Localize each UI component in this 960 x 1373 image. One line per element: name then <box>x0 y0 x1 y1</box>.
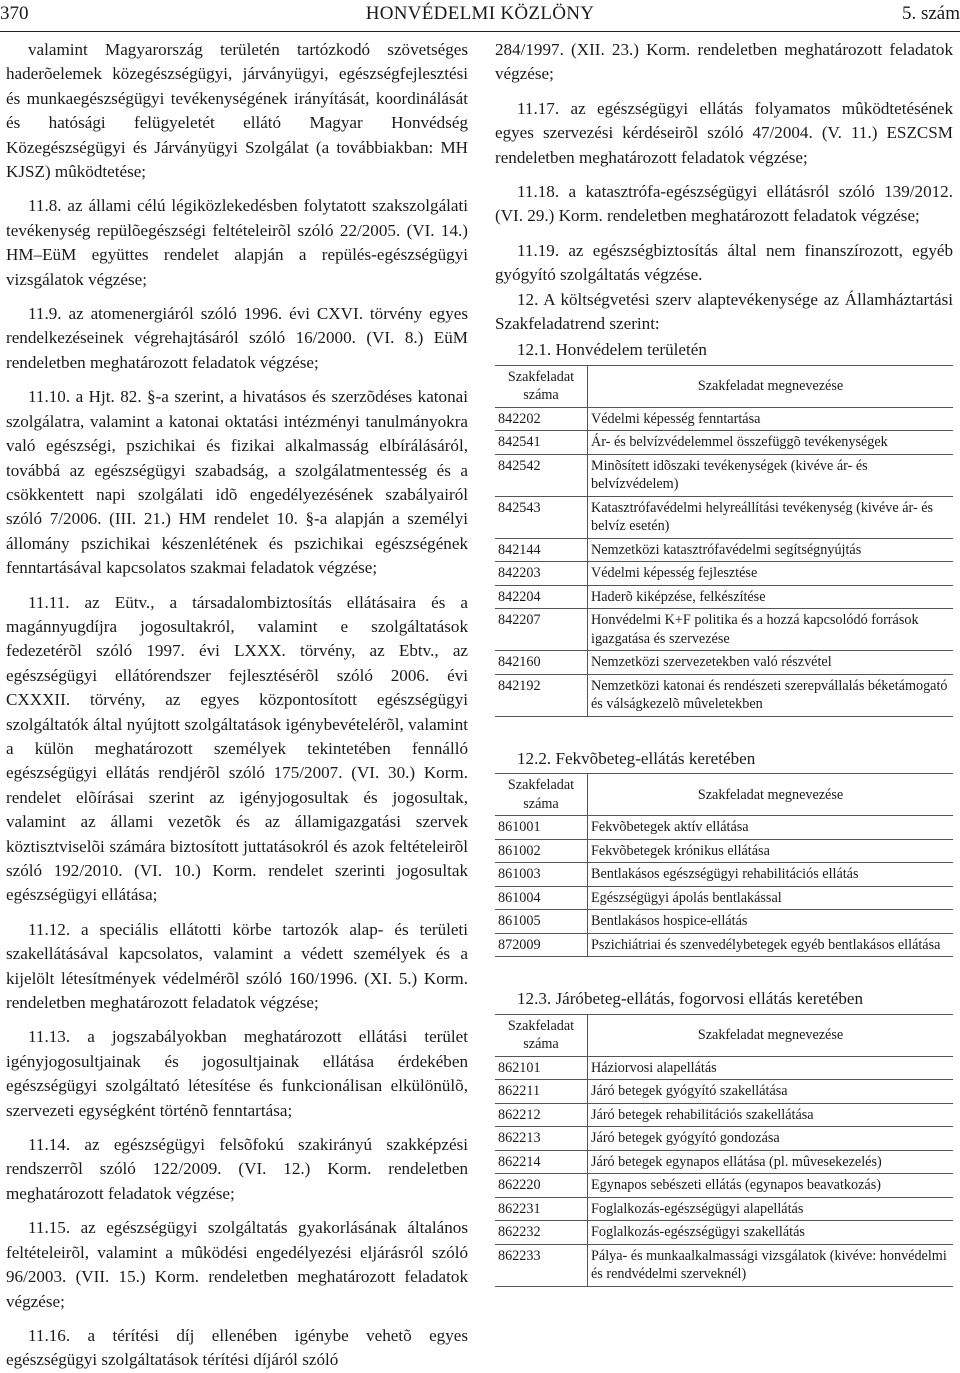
table-row <box>495 585 953 609</box>
activity-name: Védelmi képesség fenntartása <box>588 407 954 431</box>
activity-name: Járó betegek gyógyító szakellátása <box>588 1080 954 1104</box>
activity-table <box>495 1014 953 1287</box>
table-row <box>495 538 953 562</box>
activity-code: 862213 <box>495 1127 588 1151</box>
activity-table <box>495 773 953 957</box>
column-header-name: Szakfeladat megnevezése <box>588 1014 954 1056</box>
paragraph: 11.11. az Eütv., a társadalombiztosítás ellátásaira és a magánnyugdíjra jogosultakról, valamint e szolgáltatások fedezetérõl szóló 1997. évi LXXX. törvény, az Ebtv., az egészségügyi ellátórendszer fejlesztésérõl szóló 2006. évi CXXXII. törvény, az egyes központosított egészségügyi szolgáltatók által nyújtott szolgáltatások igénybevételérõl, valamint a külön meghatározott személyek tekintetében fennálló egészségügyi ellátás rendjérõl szóló 175/2007. (VI. 30.) Korm. rendelet elõírásai szerint az igényjogosultak és jogosultak, valamint az állami vezetõk és az államigazgatási szervek köztisztviselõi számára biztosított juttatásokról és azok feltételeirõl szóló 192/2010. (VI. 10.) Korm. rendelet szerinti jogosultak egészségügyi ellátása; <box>6 592 468 905</box>
activity-name: Járó betegek gyógyító gondozása <box>588 1127 954 1151</box>
activity-code: 862214 <box>495 1150 588 1174</box>
activity-name: Járó betegek rehabilitációs szakellátása <box>588 1103 954 1127</box>
table-row <box>495 454 953 496</box>
activity-table <box>495 365 953 717</box>
paragraph: 11.9. az atomenergiáról szóló 1996. évi CXVI. törvény egyes rendelkezéseinek végrehajtásáról szóló 16/2000. (VI. 8.) EüM rendeletben meghatározott feladatok végzése; <box>6 304 468 372</box>
activity-code: 861005 <box>495 910 588 934</box>
activity-name: Nemzetközi szervezetekben való részvétel <box>588 651 954 675</box>
subsection-title: 12.1. Honvédelem területén <box>517 340 707 360</box>
table-row <box>495 1244 953 1286</box>
table-row <box>495 863 953 887</box>
table-row <box>495 839 953 863</box>
activity-code: 842207 <box>495 609 588 651</box>
activity-code: 861002 <box>495 839 588 863</box>
table-row <box>495 1080 953 1104</box>
activity-name: Háziorvosi alapellátás <box>588 1056 954 1080</box>
activity-name: Nemzetközi katasztrófavédelmi segítségnyújtás <box>588 538 954 562</box>
table-row <box>495 609 953 651</box>
table-row <box>495 1103 953 1127</box>
activity-name: Fekvõbetegek aktív ellátása <box>588 816 954 840</box>
activity-code: 862232 <box>495 1221 588 1245</box>
activity-code: 842542 <box>495 454 588 496</box>
section-heading: 12. A költségvetési szerv alaptevékenysége az Államháztartási Szakfeladatrend szerint: <box>495 289 953 334</box>
activity-code: 862233 <box>495 1244 588 1286</box>
activity-code: 842541 <box>495 431 588 455</box>
paragraph: 11.19. az egészségbiztosítás által nem finanszírozott, egyéb gyógyító szolgáltatás végzése. <box>495 240 953 285</box>
column-header-code: Szakfeladat száma <box>495 1014 588 1056</box>
activity-name: Bentlakásos egészségügyi rehabilitációs ellátás <box>588 863 954 887</box>
activity-code: 872009 <box>495 933 588 957</box>
activity-name: Honvédelmi K+F politika és a hozzá kapcsolódó források igazgatása és szervezése <box>588 609 954 651</box>
subsection-title: 12.3. Járóbeteg-ellátás, fogorvosi ellátás keretében <box>517 989 864 1009</box>
subsection-title: 12.2. Fekvõbeteg-ellátás keretében <box>517 748 756 768</box>
column-header-code: Szakfeladat száma <box>495 774 588 816</box>
activity-name: Egészségügyi ápolás bentlakással <box>588 886 954 910</box>
table-row <box>495 431 953 455</box>
activity-code: 842203 <box>495 562 588 586</box>
column-header-code: Szakfeladat száma <box>495 365 588 407</box>
paragraph: 11.8. az állami célú légiközlekedésben folytatott szakszolgálati tevékenység repülõegészségi feltételeirõl szóló 22/2005. (VI. 14.) HM–EüM együttes rendelet alapján a repülés-egészségügyi vizsgálatok végzése; <box>6 196 468 289</box>
activity-code: 861004 <box>495 886 588 910</box>
activity-code: 862101 <box>495 1056 588 1080</box>
activity-name: Bentlakásos hospice-ellátás <box>588 910 954 934</box>
table-row <box>495 816 953 840</box>
activity-code: 862231 <box>495 1197 588 1221</box>
table-row <box>495 1174 953 1198</box>
column-header-name: Szakfeladat megnevezése <box>588 774 954 816</box>
table-row <box>495 674 953 716</box>
journal-title: HONVÉDELMI KÖZLÖNY <box>365 3 595 24</box>
paragraph: 11.10. a Hjt. 82. §-a szerint, a hivatásos és szerzõdéses katonai szolgálatra, valamint a katonai oktatási intézményi tanulmányokra való egészségi, pszichikai és fizikai alkalmasság elbírálásáról, továbbá az egészségügyi szabadság, a szolgálatmentesség és a csökkentett napi szolgálati idõ engedélyezésének szabályairól szóló 7/2006. (III. 21.) HM rendelet 10. §-a alapján a személyi állomány pszichikai készenlétének és pszichikai egészségének fenntartásával kapcsolatos szakmai feladatok végzése; <box>6 387 468 578</box>
activity-code: 861001 <box>495 816 588 840</box>
column-header-name: Szakfeladat megnevezése <box>588 365 954 407</box>
right-column <box>495 38 953 1287</box>
activity-name: Katasztrófavédelmi helyreállítási tevékenység (kivéve ár- és belvíz esetén) <box>588 496 954 538</box>
activity-name: Járó betegek egynapos ellátása (pl. mûvesekezelés) <box>588 1150 954 1174</box>
table-row <box>495 910 953 934</box>
activity-code: 842202 <box>495 407 588 431</box>
activity-name: Egynapos sebészeti ellátás (egynapos beavatkozás) <box>588 1174 954 1198</box>
activity-code: 842204 <box>495 585 588 609</box>
activity-name: Pszichiátriai és szenvedélybetegek egyéb bentlakásos ellátása <box>588 933 954 957</box>
activity-name: Nemzetközi katonai és rendészeti szerepvállalás béketámogató és válságkezelõ mûveletekben <box>588 674 954 716</box>
table-row <box>495 407 953 431</box>
activity-name: Foglalkozás-egészségügyi szakellátás <box>588 1221 954 1245</box>
paragraph: 11.12. a speciális ellátotti körbe tartozók alap- és területi szakellátásával kapcsolatos, valamint a védett személyek és a kijelölt létesítmények védelmérõl szóló 160/1996. (XI. 5.) Korm. rendeletben meghatározott feladatok végzése; <box>6 919 468 1013</box>
table-row <box>495 651 953 675</box>
left-column <box>6 38 468 1373</box>
activity-name: Védelmi képesség fejlesztése <box>588 562 954 586</box>
activity-code: 862220 <box>495 1174 588 1198</box>
paragraph: 11.18. a katasztrófa-egészségügyi ellátásról szóló 139/2012. (VI. 29.) Korm. rendeletben meghatározott feladatok végzése; <box>495 182 953 226</box>
activity-code: 842160 <box>495 651 588 675</box>
subsections <box>495 338 953 1286</box>
activity-code: 842192 <box>495 674 588 716</box>
page-number: 370 <box>0 3 29 24</box>
table-row <box>495 1127 953 1151</box>
issue-number: 5. szám <box>901 3 960 24</box>
table-row <box>495 886 953 910</box>
paragraph: 11.16. a térítési díj ellenében igénybe vehetõ egyes egészségügyi szolgáltatások térítési díjáról szóló <box>6 1325 468 1370</box>
activity-code: 842144 <box>495 538 588 562</box>
activity-name: Haderõ kiképzése, felkészítése <box>588 585 954 609</box>
table-row <box>495 496 953 538</box>
activity-code: 862211 <box>495 1080 588 1104</box>
activity-name: Foglalkozás-egészségügyi alapellátás <box>588 1197 954 1221</box>
paragraph: 11.13. a jogszabályokban meghatározott ellátási terület igényjogosultjainak és jogosultjainak ellátása érdekében egészségügyi szolgáltató létesítése és funkcionálisan elkülönülõ, szervezeti egységként történõ fenntartása; <box>6 1027 468 1120</box>
activity-code: 842543 <box>495 496 588 538</box>
activity-name: Fekvõbetegek krónikus ellátása <box>588 839 954 863</box>
table-row <box>495 562 953 586</box>
page-header <box>0 0 960 30</box>
header-rule <box>0 31 960 32</box>
table-row <box>495 933 953 957</box>
paragraph: 11.15. az egészségügyi szolgáltatás gyakorlásának általános feltételeirõl, valamint a mûködési engedélyezési eljárásról szóló 96/2003. (VII. 15.) Korm. rendeletben meghatározott feladatok végzése; <box>6 1218 468 1311</box>
activity-name: Ár- és belvízvédelemmel összefüggõ tevékenységek <box>588 431 954 455</box>
paragraph: 11.14. az egészségügyi felsõfokú szakirányú szakképzési rendszerrõl szóló 122/2009. (VI. 12.) Korm. rendeletben meghatározott feladatok végzése; <box>6 1135 468 1203</box>
activity-code: 861003 <box>495 863 588 887</box>
table-row <box>495 1150 953 1174</box>
table-row <box>495 1197 953 1221</box>
table-row <box>495 1056 953 1080</box>
paragraph: valamint Magyarország területén tartózkodó szövetséges haderõelemek közegészségügyi, járványügyi, egészségfejlesztési és munkaegészségügyi tevékenységének irányítását, koordinálását és hatósági felügyeletét ellátó Magyar Honvédség Közegészségügyi és Járványügyi Szolgálat (a továbbiakban: MH KJSZ) mûködtetése; <box>6 40 468 182</box>
activity-name: Minõsített idõszaki tevékenységek (kivéve ár- és belvízvédelem) <box>588 454 954 496</box>
paragraph: 284/1997. (XII. 23.) Korm. rendeletben meghatározott feladatok végzése; <box>495 40 953 84</box>
activity-code: 862212 <box>495 1103 588 1127</box>
table-row <box>495 1221 953 1245</box>
activity-name: Pálya- és munkaalkalmassági vizsgálatok (kivéve: honvédelmi és rendvédelmi szerveknél) <box>588 1244 954 1286</box>
paragraph: 11.17. az egészségügyi ellátás folyamatos mûködtetésének egyes szervezési kérdéseirõl szóló 47/2004. (V. 11.) ESZCSM rendeletben meghatározott feladatok végzése; <box>495 98 953 167</box>
